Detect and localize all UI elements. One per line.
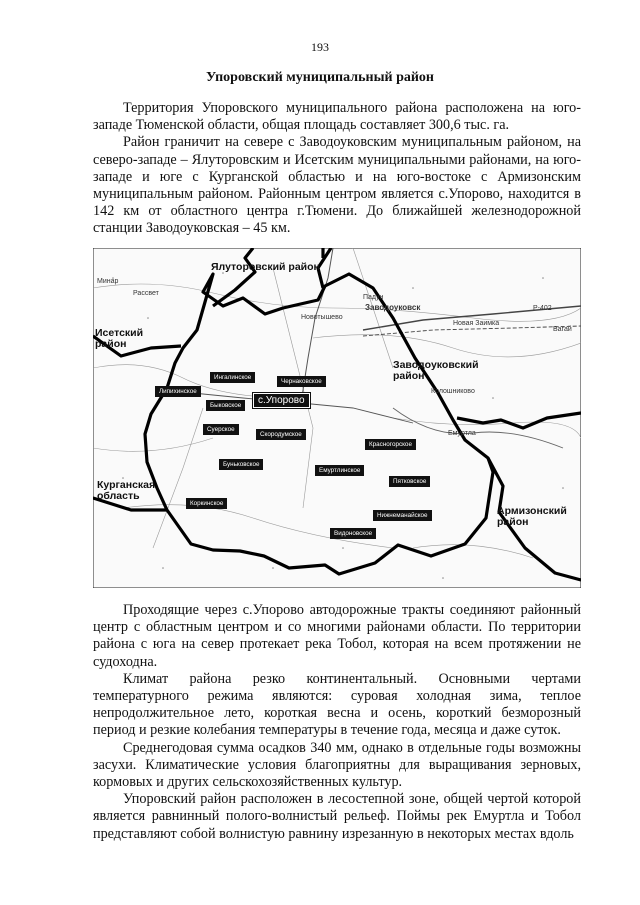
- paragraph-relief: Упоровский район расположен в лесостепной зоне, общей чертой которой является равнинный полого-волнистый рельеф. Поймы рек Емуртла и Тобол представляют собой волнистую равнину изрезанную в некоторых местах вдоль: [93, 791, 581, 842]
- village-sugrskoe: Суерское: [203, 424, 239, 435]
- label-novotyshevo: Новотышево: [301, 314, 343, 321]
- district-center-uporovo: с.Упорово: [253, 393, 310, 408]
- page-title: Упоровский муниципальный район: [205, 70, 434, 85]
- village-krasnogorskoe: Красногорское: [365, 439, 416, 450]
- label-novaya-zaimka: Новая Заимка: [453, 320, 500, 327]
- label-rassvet: Рассвет: [133, 290, 159, 297]
- village-bykovskoe: Быковское: [206, 400, 245, 411]
- village-pyatkovskoe: Пятковское: [389, 476, 430, 487]
- label-isetsky: Исетский район: [95, 327, 144, 350]
- village-bunkovskoe: Буньковское: [219, 459, 263, 470]
- village-emurtlinskoe: Емуртлинское: [315, 465, 364, 476]
- district-map: [93, 248, 581, 588]
- label-armizonsky: Армизонский район: [497, 505, 567, 528]
- village-skorodumskoe: Скородумское: [256, 429, 306, 440]
- label-zavodoukovsk: Заводоуковск: [365, 303, 421, 312]
- paragraph-climate: Климат района резко континентальный. Основными чертами температурного режима являются: суровая холодная зима, теплое непродолжительное лето, короткая весна и осень, короткий безморозный период и резкие колебания температуры в течение года, месяца и даже суток.: [93, 670, 581, 739]
- paragraph-territory: Территория Упоровского муниципального района расположена на юго-западе Тюменской области, общая площадь составляет 300,6 тыс. га.: [93, 100, 581, 134]
- village-chernakovskoe: Чернаковское: [277, 376, 326, 387]
- village-korkinskoe: Коркинское: [186, 498, 227, 509]
- village-nizhnemanaiskoe: Нижнеманайское: [373, 510, 432, 521]
- village-lipikhinskoe: Липихинское: [155, 386, 201, 397]
- body-text: [93, 602, 581, 843]
- paragraph-precipitation: Среднегодовая сумма осадков 340 мм, однако в отдельные годы возможны засухи. Климатические условия благоприятны для выращивания зерновых, кормовых и других сельскохозяйственных культур.: [93, 739, 581, 791]
- page-number: 193: [311, 40, 329, 54]
- label-zavodoukovsky: Заводоуковский район: [393, 359, 479, 382]
- label-yalutorovsky: Ялуторовский район: [211, 261, 320, 273]
- label-vagai: Вагай: [553, 326, 572, 333]
- intro-text: [93, 100, 581, 238]
- label-emurtla-river: Емуртла: [448, 430, 476, 437]
- label-padun: Падун: [363, 294, 384, 301]
- label-road-r402: Р-402: [533, 305, 552, 312]
- label-koloshnikovo: Колошниково: [431, 388, 475, 395]
- paragraph-borders: Район граничит на севере с Заводоуковским муниципальным районом, на северо-западе – Ялуторовским и Исетским муниципальными районами, на юго-западе и юге с Курганской областью и на юго-востоке с Армизонским муниципальным районом. Районным центром является с.Упорово, находится в 142 км от областного центра г.Тюмени. До ближайшей железнодорожной станции Заводоуковская – 45 км.: [93, 134, 581, 237]
- village-vidonovskoe: Видоновское: [330, 528, 376, 539]
- label-minar: Минар: [97, 278, 119, 285]
- label-kurgan: Курганская область: [97, 479, 156, 502]
- paragraph-roads: Проходящие через с.Упорово автодорожные тракты соединяют районный центр с областным центром и со многими районами области. По территории района с юга на север протекает река Тобол, которая на всем протяжении не судоходна.: [93, 602, 581, 670]
- village-ingalinskoe: Ингалинское: [210, 372, 255, 383]
